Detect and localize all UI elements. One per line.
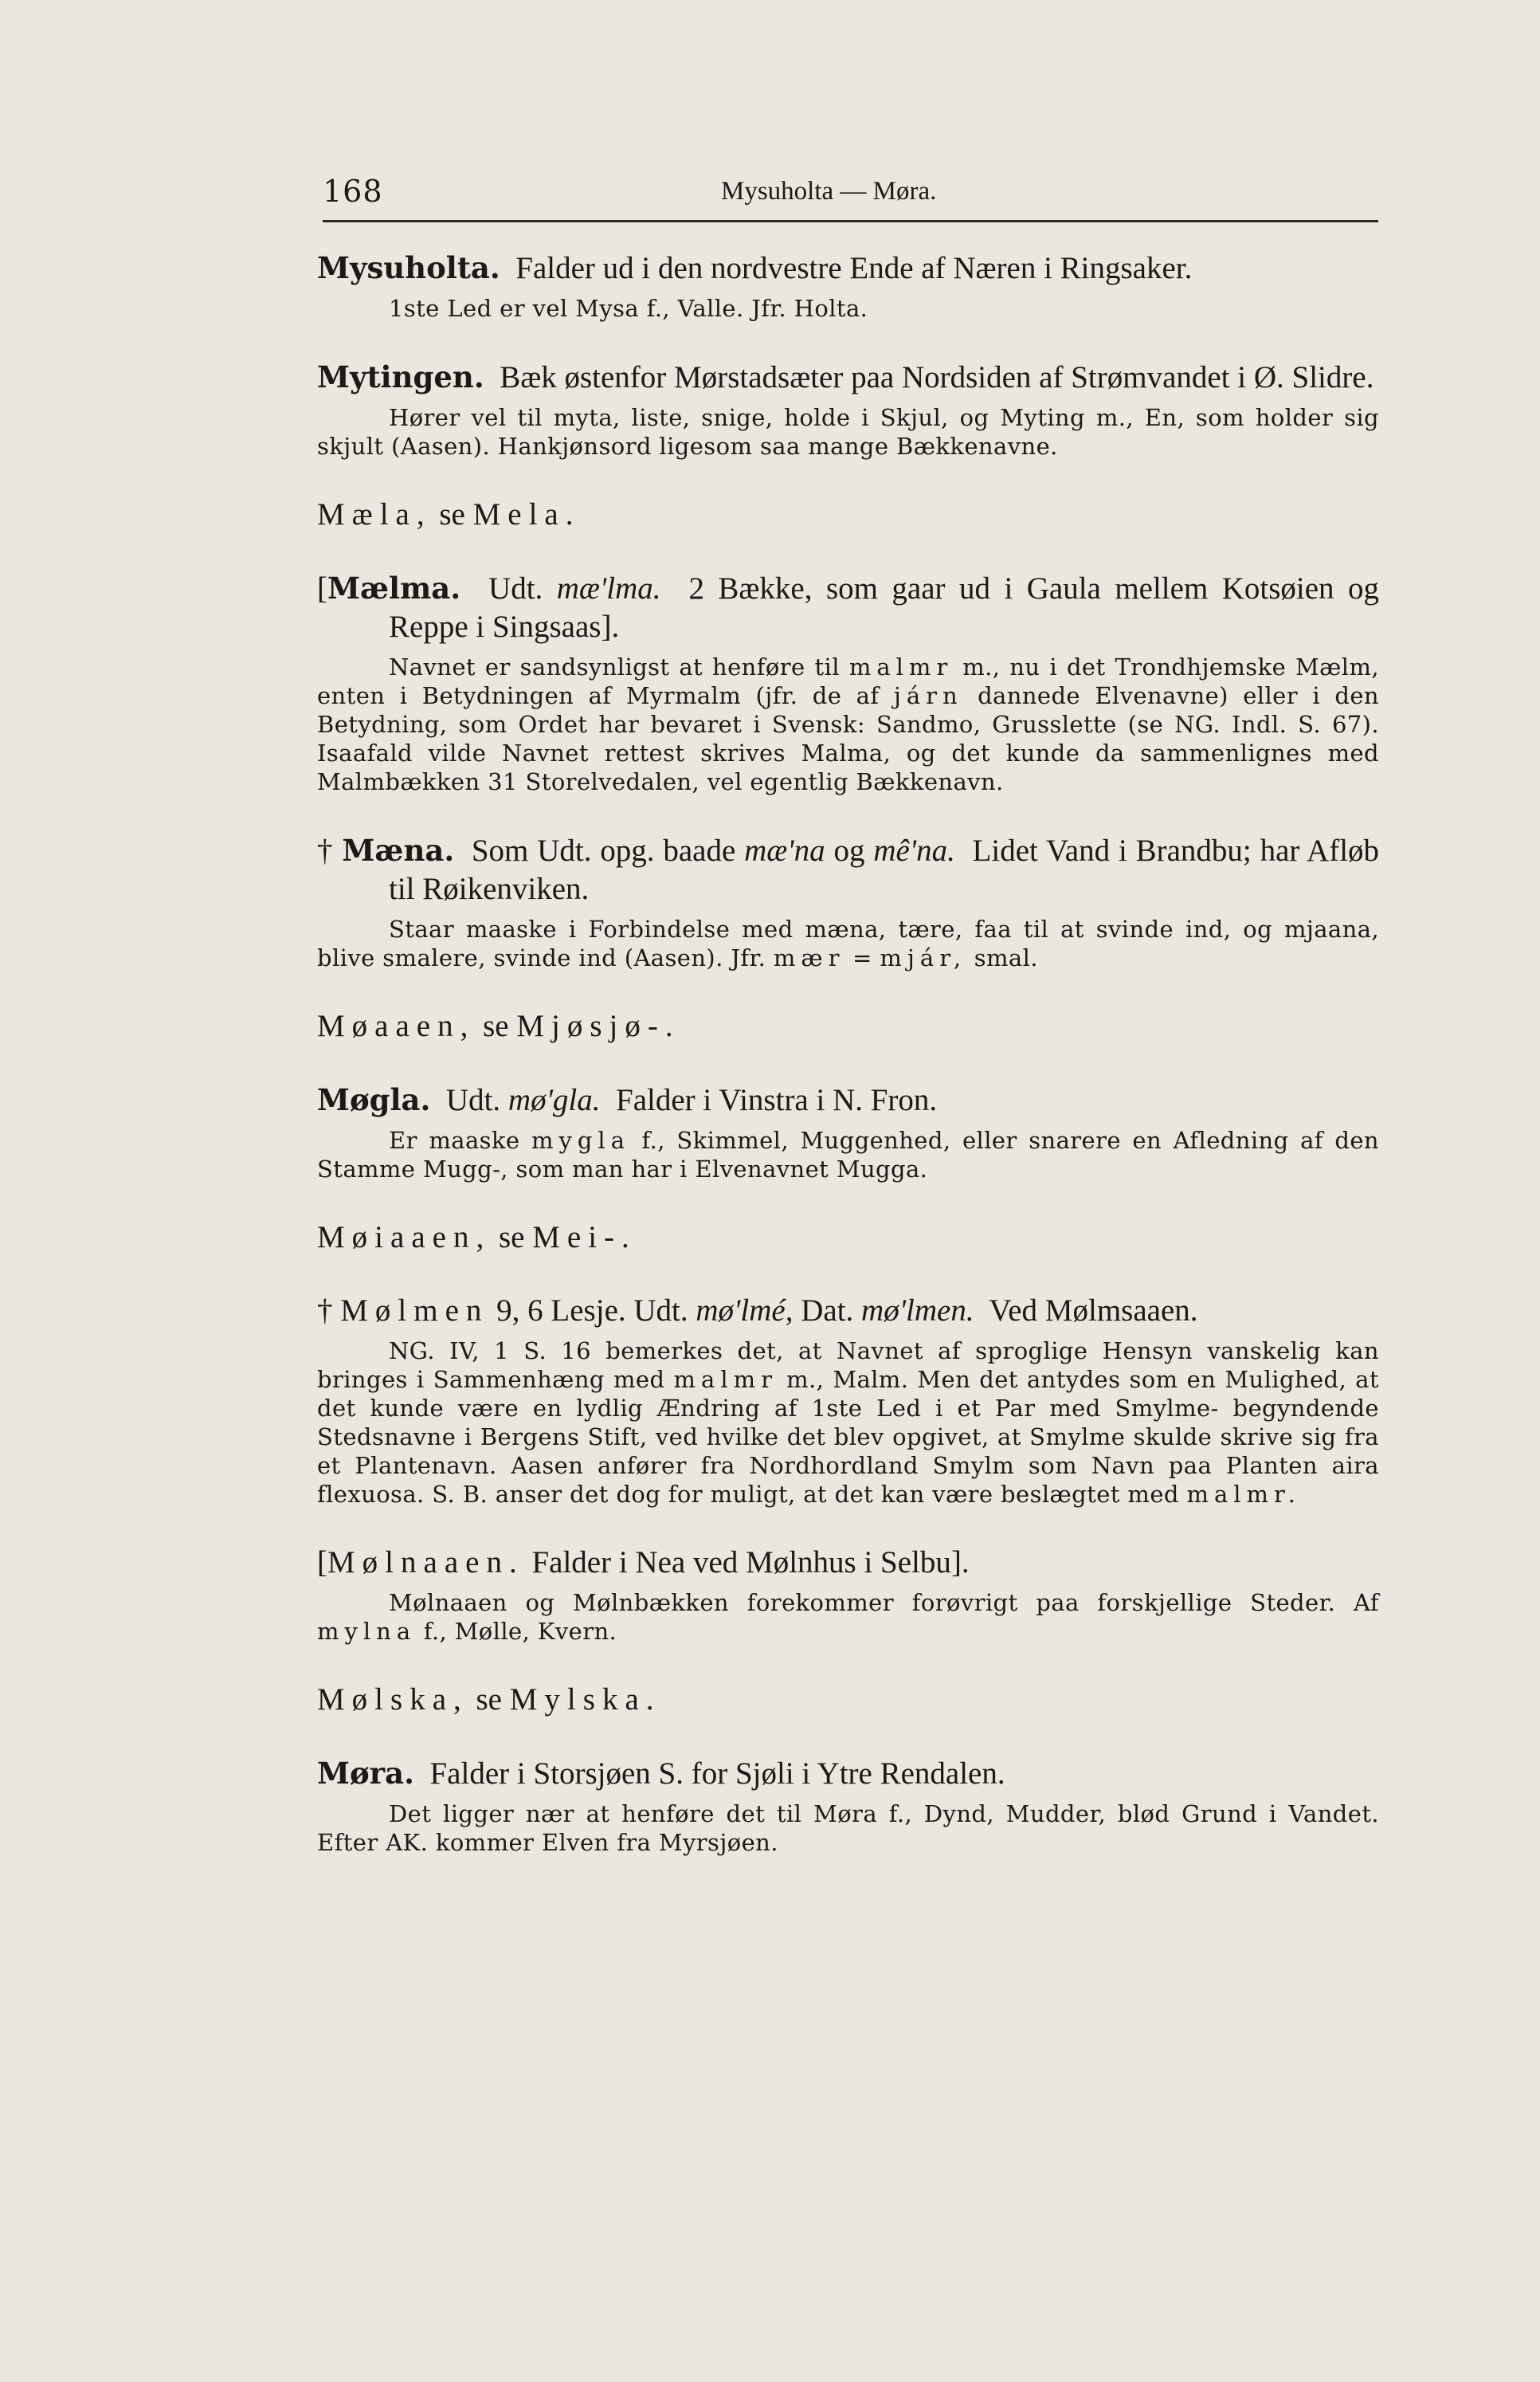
headword: Mølnaaen. [327, 1545, 524, 1579]
entry-note: 1ste Led er vel Mysa f., Valle. Jfr. Holta. [389, 295, 868, 322]
entry-main: Møgla. Udt. mø'gla. Falder i Vinstra i N. Fron. [317, 1082, 938, 1117]
bracket: [ [317, 571, 327, 606]
page-header [323, 174, 1378, 214]
dagger-mark: † [317, 1293, 333, 1328]
entry-main: † Mølmen 9, 6 Lesje. Udt. mø'lmé, Dat. mø'lmen. Ved Mølmsaaen. [317, 1293, 1198, 1328]
entry-main [317, 358, 1379, 397]
entry-note: Mølnaaen og Mølnbækken forekommer forøvrigt paa forskjellige Steder. Af mylna f., Mølle, Kvern. [317, 1589, 1379, 1645]
headword: Møaaen, [317, 1009, 476, 1043]
dictionary-entries [317, 249, 1379, 1857]
pronunciation: mø'gla. [507, 1083, 601, 1117]
pronunciation: mæ'lma. [556, 571, 661, 606]
header-rule [323, 220, 1378, 222]
entry-main [317, 569, 1379, 646]
entry-note: Staar maaske i Forbindelse med mæna, tære, faa til at svinde ind, og mjaana, blive smalere, svinde ind (Aasen). Jfr. mær = mjár, smal. [317, 916, 1379, 971]
entry-mogla [317, 1081, 1379, 1183]
entry-main: Møaaen, se Mjøsjø-. [317, 1009, 680, 1043]
pronunciation: mø'lmen. [861, 1293, 974, 1328]
entry-note: Er maaske mygla f., Skimmel, Muggenhed, eller snarere en Afledning af den Stamme Mugg-, som man har i Elvenavnet Mugga. [317, 1127, 1380, 1183]
headword: Mælma. [327, 571, 461, 606]
cross-reference: Mela. [472, 497, 581, 532]
headword: Mysuholta. [317, 250, 500, 285]
entry-moaaen [317, 1007, 1379, 1046]
cross-reference: Mei-. [532, 1220, 637, 1254]
entry-molska [317, 1681, 1379, 1719]
pronunciation: mø'lmé, [696, 1293, 794, 1328]
entry-main: † Mæna. Som Udt. opg. baade mæ'na og mê'na. Lidet Vand i Brandbu; har Afløb til Røikenviken. [317, 833, 1380, 906]
entry-text: Bæk østenfor Mørstadsæter paa Nordsiden af Strømvandet i Ø. Slidre. [500, 360, 1374, 394]
pronunciation: mê'na. [873, 834, 955, 868]
cross-reference: Mjøsjø-. [516, 1009, 680, 1043]
entry-maela [317, 496, 1379, 534]
entry-maena [317, 831, 1379, 972]
entry-text: se [439, 497, 465, 532]
pronunciation: mæ'na [744, 834, 825, 868]
entry-main: Møiaaen, se Mei-. [317, 1220, 637, 1254]
entry-mytingen [317, 358, 1379, 461]
entry-text: Falder ud i den nordvestre Ende af Næren i Ringsaker. [515, 251, 1193, 285]
pronunciation-label: Udt. [488, 571, 543, 606]
entry-molmen [317, 1292, 1379, 1509]
page-number: 168 [323, 174, 383, 209]
entry-note: Navnet er sandsynligst at henføre til malmr m., nu i det Trondhjemske Mælm, enten i Betydningen af Myrmalm (jfr. de af járn dannede Elvenavne) eller i den Betydning, som Ordet har bevaret i Svensk: Sandmo, Grusslette (se NG. Indl. S. 67). Isaafald vilde Navnet rettest skrives Malma, og det kunde da sammenlignes med Malmbækken 31 Storelvedalen, vel egentlig Bækkenavn. [317, 653, 1380, 795]
headword: Mølska, [317, 1682, 468, 1717]
entry-main [317, 249, 1379, 288]
entry-maelma [317, 569, 1379, 796]
dagger-mark: † [317, 834, 334, 868]
entry-main: Mølska, se Mylska. [317, 1682, 661, 1717]
entry-note: NG. IV, 1 S. 16 bemerkes det, at Navnet af sproglige Hensyn vanskelig kan bringes i Sammenhæng med malmr m., Malm. Men det antydes som en Mulighed, at det kunde være en lydlig Ændring af 1ste Led i et Par med Smylme- begyndende Stedsnavne i Bergens Stift, ved hvilke det blev opgivet, at Smylme skulde skrive sig fra et Plantenavn. Aasen anfører fra Nordhordland Smylm som Navn paa Planten aira flexuosa. S. B. anser det dog for muligt, at det kan være beslægtet med malmr. [317, 1337, 1379, 1508]
entry-mysuholta [317, 249, 1379, 323]
entry-note: Hører vel til myta, liste, snige, holde i Skjul, og Myting m., En, som holder sig skjult (Aasen). Hankjønsord ligesom saa mange Bækkenavne. [317, 404, 1379, 460]
entry-main [317, 496, 1379, 534]
entry-moiaaen [317, 1218, 1379, 1257]
headword: Mæna. [342, 833, 455, 868]
cross-reference: Mylska. [509, 1682, 661, 1717]
entry-main: [Mølnaaen. Falder i Nea ved Mølnhus i Selbu]. [317, 1545, 970, 1579]
entry-note: Det ligger nær at henføre det til Møra f., Dynd, Mudder, blød Grund i Vandet. Efter AK. kommer Elven fra Myrsjøen. [317, 1800, 1379, 1856]
headword: Mæla, [317, 497, 432, 532]
headword: Mytingen. [317, 359, 484, 394]
headword: Møra. [317, 1756, 414, 1791]
headword: Møgla. [317, 1082, 431, 1117]
entry-molnaaen [317, 1544, 1379, 1646]
entry-text: 2 Bække, som gaar ud i Gaula mellem Kotsøien og Reppe i Singsaas]. [389, 571, 1380, 644]
entry-main: Møra. Falder i Storsjøen S. for Sjøli i Ytre Rendalen. [317, 1756, 1005, 1791]
headword: Møiaaen, [317, 1220, 492, 1254]
entry-mora [317, 1754, 1379, 1857]
headword: Mølmen [340, 1293, 489, 1328]
running-title: Mysuholta — Møra. [721, 177, 937, 206]
